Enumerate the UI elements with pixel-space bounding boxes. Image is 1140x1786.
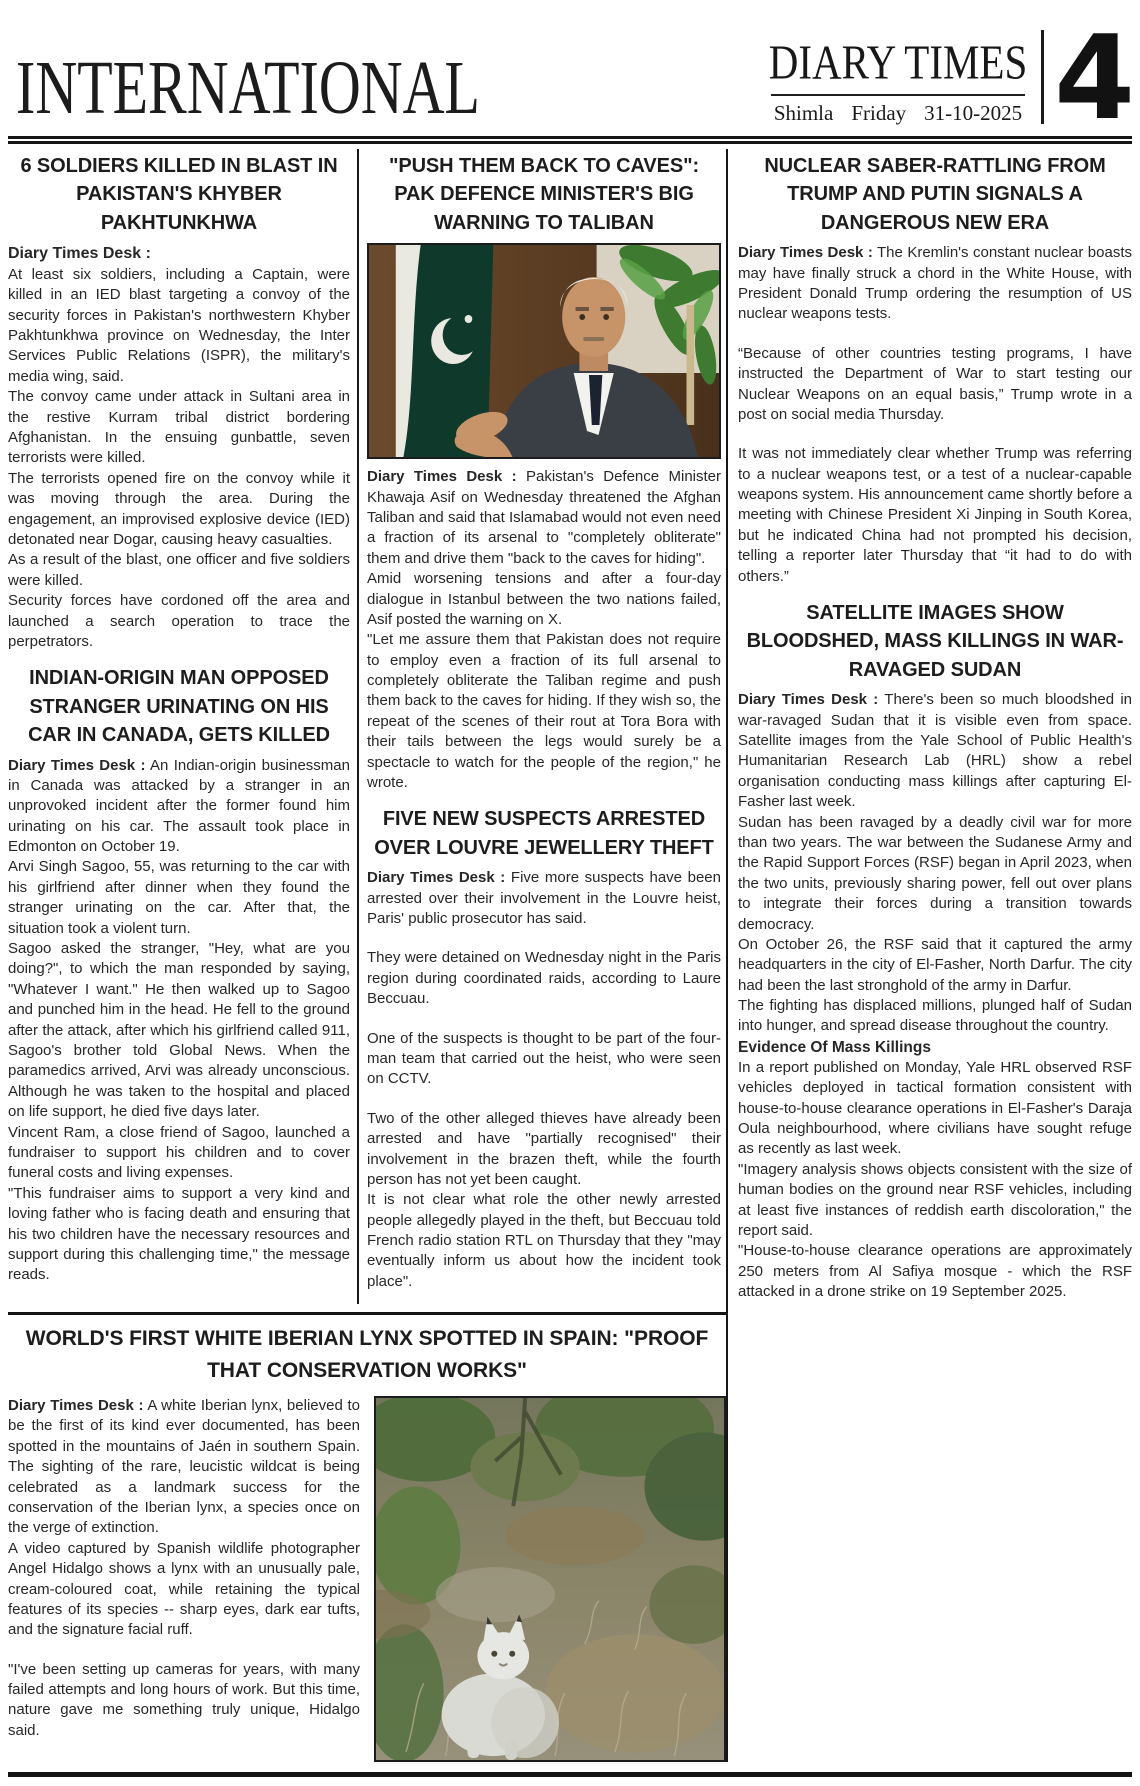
article-urinating-canada xyxy=(8,664,350,1285)
white-lynx-photo xyxy=(374,1396,726,1762)
page-number-divider xyxy=(1041,30,1044,124)
article-taliban-warning xyxy=(367,152,721,793)
article-lead: Diary Times Desk : There's been so much bloodshed in war-ravaged Sudan that it is visible even from space. Satellite images from the Yale School of Public Health's Humanitarian Research Lab (HRL) show a rebel organisation conducting mass killings after capturing El-Fasher last week. xyxy=(738,691,1132,811)
page-number: 4 xyxy=(1054,11,1130,147)
article-white-lynx xyxy=(8,1317,726,1762)
dateline-place: Shimla xyxy=(773,101,834,125)
column-1 xyxy=(8,149,357,1304)
article-headline: "PUSH THEM BACK TO CAVES": PAK DEFENCE MINISTER'S BIG WARNING TO TALIBAN xyxy=(388,155,700,234)
article-lead: Diary Times Desk : An Indian-origin businessman in Canada was attacked by a stranger in an unprovoked incident after the former found him urinating on his car. The assault took place in Edmonton on October 19. xyxy=(8,756,350,856)
article-paragraph: "Let me assure them that Pakistan does not require to employ even a fraction of its full arsenal to completely obliterate the Taliban regime and push them back to the caves for hiding. If they wish so, the repeat of the scenes of their rout at Tora Bora with their tails between the legs would surely be a spectacle to watch for the people of the region," he wrote. xyxy=(367,631,721,792)
white-lynx-photo-art xyxy=(376,1398,724,1760)
article-headline: SATELLITE IMAGES SHOW BLOODSHED, MASS KILLINGS IN WAR-RAVAGED SUDAN xyxy=(746,602,1124,681)
article-paragraph: "House-to-house clearance operations are approximately 250 meters from Al Safiya mosque - which the RSF attacked in a drone strike on 19 September 2025. xyxy=(738,1242,1132,1301)
article-headline: FIVE NEW SUSPECTS ARRESTED OVER LOUVRE JEWELLERY THEFT xyxy=(374,808,714,859)
article-paragraph: Sagoo asked the stranger, "Hey, what are you doing?", to which the man responded by saying, "Whatever I want." He then walked up to Sagoo and punched him in the head. He fell to the ground after the attack, after which his girlfriend called 911, Sagoo's brother told Global News. When the paramedics arrived, Arvi was already unconscious. Although he was taken to the hospital and placed on life support, he died five days later. xyxy=(8,940,350,1121)
desk-label: Diary Times Desk : xyxy=(8,756,146,774)
defence-minister-photo-art xyxy=(369,245,719,457)
column-3 xyxy=(728,149,1132,1762)
section-title: INTERNATIONAL xyxy=(16,44,480,130)
article-paragraph: They were detained on Wednesday night in the Paris region during coordinated raids, according to Laure Beccuau. xyxy=(367,949,721,1008)
lynx-article-body xyxy=(8,1396,726,1762)
desk-label: Diary Times Desk : xyxy=(8,1397,144,1414)
article-soldiers-blast xyxy=(8,152,350,652)
article-paragraph: One of the suspects is thought to be part of the four-man team that carried out the heist, who were seen on CCTV. xyxy=(367,1029,721,1088)
column-2 xyxy=(359,149,726,1304)
dateline xyxy=(769,101,1028,126)
article-paragraph: It was not immediately clear whether Trump was referring to a nuclear weapons test, or a test of a nuclear-capable weapons system. His announcement came shortly before a meeting with Chinese President Xi Jinping in South Korea, but he indicated China had not prompted his decision, telling a reporter later Thursday that “it had to do with others.” xyxy=(738,445,1132,585)
left-columns-block xyxy=(8,149,726,1762)
article-paragraph: The terrorists opened fire on the convoy while it was moving through the area. During the engagement, an improvised explosive device (IED) detonated near Dogar, causing heavy casualties. xyxy=(8,469,350,548)
article-paragraph: At least six soldiers, including a Captain, were killed in an IED blast targeting a convoy of the security forces in Pakistan's northwestern Khyber Pakhtunkhwa province on Wednesday, the Inter Services Public Relations (ISPR), the military's media wing, said. xyxy=(8,265,350,385)
article-lead: Diary Times Desk : The Kremlin's constant nuclear boasts may have finally struck a chord in the White House, with President Donald Trump ordering the resumption of US nuclear weapons tests. xyxy=(738,244,1132,323)
desk-label: Diary Times Desk : xyxy=(738,244,873,262)
desk-label: Diary Times Desk : xyxy=(738,691,879,709)
dateline-day: Friday xyxy=(851,101,907,125)
article-subhead: Evidence Of Mass Killings xyxy=(738,1038,931,1056)
article-paragraph: Amid worsening tensions and after a four-day dialogue in Istanbul between the two nations failed, Asif posted the warning on X. xyxy=(367,570,721,628)
columns-area xyxy=(8,144,1132,1762)
article-paragraph: Vincent Ram, a close friend of Sagoo, launched a fundraiser to support his children and to cover funeral costs and living expenses. xyxy=(8,1123,350,1182)
article-paragraph: "Imagery analysis shows objects consistent with the size of human bodies on the ground near RSF vehicles, including at least five instances of reddish earth discoloration," the report said. xyxy=(738,1160,1132,1240)
bottom-section-rule xyxy=(8,1312,726,1315)
article-louvre-theft xyxy=(367,805,721,1292)
article-paragraph: As a result of the blast, one officer and five soldiers were killed. xyxy=(8,551,350,589)
article-sudan-satellite xyxy=(738,599,1132,1303)
article-headline: 6 SOLDIERS KILLED IN BLAST IN PAKISTAN'S KHYBER PAKHTUNKHWA xyxy=(20,155,338,234)
masthead-name: DIARY TIMES xyxy=(768,35,1028,90)
lynx-article-text xyxy=(8,1396,360,1741)
dateline-date: 31-10-2025 xyxy=(924,101,1023,125)
article-byline: Diary Times Desk : xyxy=(8,245,151,263)
article-headline: WORLD'S FIRST WHITE IBERIAN LYNX SPOTTED IN SPAIN: "PROOF THAT CONSERVATION WORKS" xyxy=(25,1327,709,1382)
masthead xyxy=(768,35,1038,126)
article-paragraph: "This fundraiser aims to support a very kind and loving father who is facing death and ensuring that his two children have the necessary resources and support during this challenging time," the message reads. xyxy=(8,1184,350,1284)
article-paragraph: Arvi Singh Sagoo, 55, was returning to the car with his girlfriend after dinner when they found the stranger urinating on the car. After that, the situation took a violent turn. xyxy=(8,858,350,937)
article-paragraph: Sudan has been ravaged by a deadly civil war for more than two years. The war between the Sudanese Army and the Rapid Support Forces (RSF) began in April 2023, when the two units, previously sharing power, fell out over plans to integrate their forces during a transition towards democracy. xyxy=(738,813,1132,933)
article-headline: NUCLEAR SABER-RATTLING FROM TRUMP AND PUTIN SIGNALS A DANGEROUS NEW ERA xyxy=(764,155,1106,234)
article-lead: Diary Times Desk : Pakistan's Defence Minister Khawaja Asif on Wednesday threatened the Afghan Taliban and said that Islamabad would not even need a fraction of its arsenal to "completely obliterate" them and drive them "back to the caves for hiding". xyxy=(367,468,721,567)
article-paragraph: "I've been setting up cameras for years, with many failed attempts and long hours of work. But this time, nature gave me something truly unique, Hidalgo said. xyxy=(8,1660,360,1739)
article-paragraph: On October 26, the RSF said that it captured the army headquarters in the city of El-Fasher, North Darfur. The city had been the last stronghold of the army in Darfur. xyxy=(738,935,1132,994)
article-paragraph: It is not clear what role the other newly arrested people allegedly played in the theft, but Beccuau told French radio station RTL on Thursday that they "may eventually inform us about how the incident took place". xyxy=(367,1191,721,1290)
page-header xyxy=(8,0,1132,147)
article-paragraph: A video captured by Spanish wildlife photographer Angel Hidalgo shows a lynx with an unusually pale, cream-coloured coat, while retaining the typical features of its species -- sharp eyes, dark ear tufts, and the signature facial ruff. xyxy=(8,1539,360,1639)
article-paragraph: The convoy came under attack in Sultani area in the restive Kurram tribal district bordering Afghanistan. In the ensuing gunbattle, seven terrorists were killed. xyxy=(8,388,350,467)
article-nuclear-saber-rattling xyxy=(738,152,1132,587)
article-paragraph: Two of the other alleged thieves have already been arrested and have "partially recognised" their involvement in the brazen theft, while the fourth person has not yet been caught. xyxy=(367,1109,721,1188)
article-paragraph: “Because of other countries testing programs, I have instructed the Department of War to start testing our Nuclear Weapons on an equal basis,” Trump wrote in a post on social media Thursday. xyxy=(738,344,1132,423)
defence-minister-photo xyxy=(367,243,721,459)
top-columns-block xyxy=(8,149,726,1304)
masthead-rule xyxy=(771,94,1026,96)
article-lead: Diary Times Desk : Five more suspects have been arrested over their involvement in the Louvre heist, Paris' public prosecutor has said. xyxy=(367,869,721,927)
article-lead: Diary Times Desk : A white Iberian lynx, believed to be the first of its kind ever documented, has been spotted in the mountains of Jaén in southern Spain. The sighting of the rare, leucistic wildcat is being celebrated as a landmark success for the conservation of the Iberian lynx, a species once on the verge of extinction. xyxy=(8,1397,360,1537)
article-paragraph: Security forces have cordoned off the area and launched a search operation to trace the perpetrators. xyxy=(8,592,350,650)
article-paragraph: In a report published on Monday, Yale HRL observed RSF vehicles deployed in tactical formation consistent with house-to-house clearance operations in El-Fasher's Daraja Oula neighbourhood, where civilians have sought refuge as recently as last week. xyxy=(738,1058,1132,1158)
header-rule xyxy=(8,136,1132,144)
desk-label: Diary Times Desk : xyxy=(367,468,517,486)
footer-rule xyxy=(8,1772,1132,1777)
desk-label: Diary Times Desk : xyxy=(367,869,506,887)
article-paragraph: The fighting has displaced millions, plunged half of Sudan into hunger, and spread disease throughout the country. xyxy=(738,997,1132,1035)
article-headline: INDIAN-ORIGIN MAN OPPOSED STRANGER URINATING ON HIS CAR IN CANADA, GETS KILLED xyxy=(28,667,330,747)
